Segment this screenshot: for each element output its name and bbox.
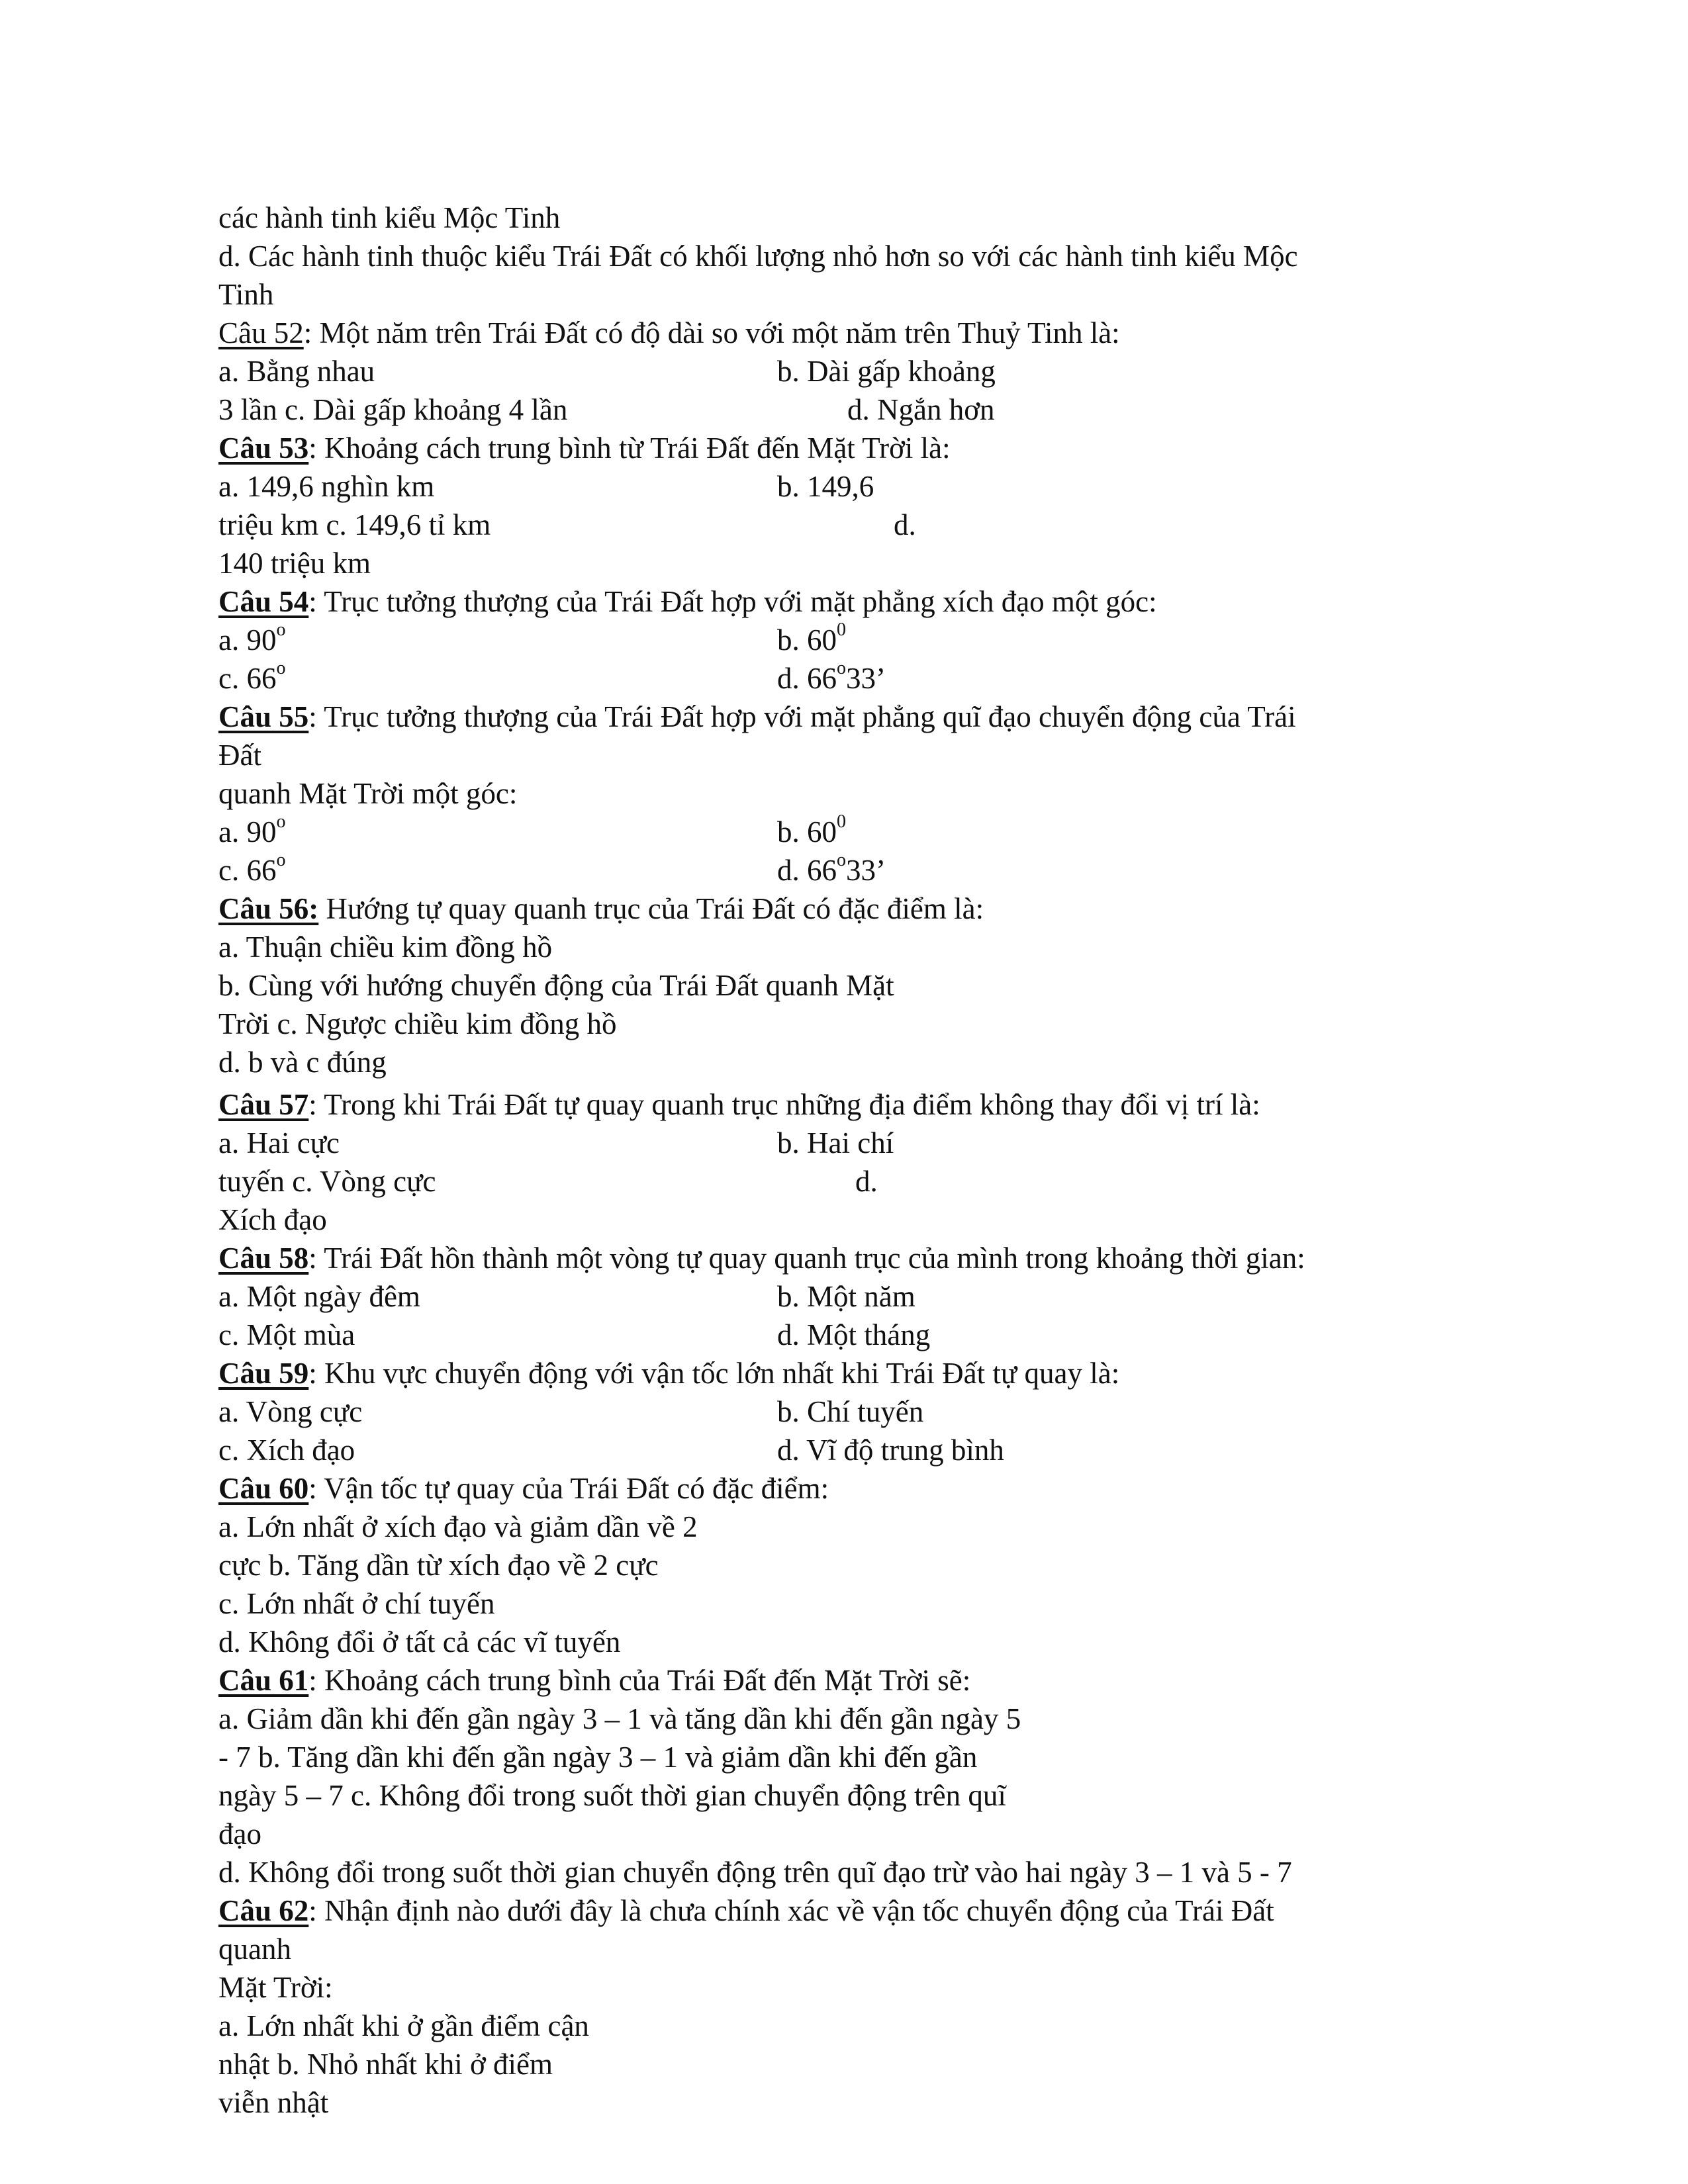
question-label: Câu 57 [218, 1088, 309, 1121]
option-d: d. [855, 1165, 878, 1198]
option-c: c. 66$^o$ [218, 850, 286, 887]
question-label: Câu 58 [218, 1242, 309, 1275]
question-text: : Khoảng cách trung bình từ Trái Đất đến Mặt Trời là: [308, 432, 951, 465]
option-c: tuyến c. Vòng cực [218, 1165, 436, 1198]
text-line: Mặt Trời: [218, 1971, 333, 2004]
question-56 [218, 889, 984, 928]
question-label: Câu 61 [218, 1664, 309, 1697]
option-a: a. Vòng cực [218, 1395, 363, 1428]
option-c: triệu km c. 149,6 tỉ km [218, 508, 491, 541]
question-52 [218, 314, 1120, 352]
option-row [218, 1392, 924, 1431]
option-c: c. Một mùa [218, 1318, 355, 1351]
question-text: : Trục tưởng thượng của Trái Đất hợp với mặt phẳng quĩ đạo chuyển động của Trái [308, 700, 1296, 733]
option-row [218, 506, 916, 544]
option-a: a. Giảm dần khi đến gần ngày 3 – 1 và tăng dần khi đến gần ngày 5 [218, 1702, 1021, 1735]
option-d: d. [894, 508, 916, 541]
question-61 [218, 1661, 970, 1700]
option-b: b. $60^0$ [777, 811, 846, 848]
question-58 [218, 1239, 1305, 1277]
text-line: quanh [218, 1933, 291, 1966]
question-label: Câu 56: [218, 892, 319, 925]
option-d: d. 66$^o$33’ [777, 850, 886, 887]
option-d: d. Vĩ độ trung bình [777, 1433, 1004, 1467]
option-d: d. 66$^o$33’ [777, 658, 886, 695]
question-59 [218, 1354, 1119, 1392]
option-a: a. Bằng nhau [218, 355, 375, 388]
option-b: b. Cùng với hướng chuyển động của Trái Đất quanh Mặt [218, 969, 894, 1002]
option-c: ngày 5 – 7 c. Không đổi trong suốt thời gian chuyển động trên quĩ [218, 1779, 1006, 1812]
option-row [218, 1277, 915, 1316]
option-a: a. 90$^o$ [218, 619, 286, 657]
option-a: a. Hai cực [218, 1126, 340, 1160]
option-a: a. 90$^o$ [218, 811, 286, 848]
question-text: : Nhận định nào dưới đây là chưa chính xác về vận tốc chuyển động của Trái Đất [308, 1894, 1274, 1927]
question-57 [218, 1085, 1260, 1124]
question-62 [218, 1891, 1274, 1930]
question-label: Câu 60 [218, 1472, 309, 1505]
text-line: viễn nhật [218, 2086, 329, 2119]
option-b: cực b. Tăng dần từ xích đạo về 2 cực [218, 1549, 659, 1582]
question-53 [218, 429, 951, 467]
option-b: b. 149,6 [777, 470, 874, 503]
option-row [218, 850, 886, 889]
option-b: nhật b. Nhỏ nhất khi ở điểm [218, 2048, 553, 2081]
text-line: quanh Mặt Trời một góc: [218, 777, 518, 810]
question-label: Câu 54 [218, 585, 309, 618]
option-d: d. Một tháng [777, 1318, 931, 1351]
option-b: b. Một năm [777, 1280, 915, 1313]
question-60 [218, 1469, 829, 1508]
option-b: - 7 b. Tăng dần khi đến gần ngày 3 – 1 và giảm dần khi đến gần [218, 1741, 978, 1774]
option-c: Trời c. Ngược chiều kim đồng hồ [218, 1007, 617, 1040]
option-a: a. Lớn nhất ở xích đạo và giảm dần về 2 [218, 1510, 698, 1543]
option-row [218, 1316, 931, 1354]
text-line: Tinh [218, 278, 274, 311]
option-row [218, 390, 995, 429]
option-row [218, 1124, 894, 1162]
option-row [218, 619, 846, 659]
option-b: b. Dài gấp khoảng [777, 355, 996, 388]
option-row [218, 1162, 878, 1201]
text-line: Xích đạo [218, 1203, 327, 1236]
option-row [218, 811, 846, 851]
question-label: Câu 52 [218, 316, 304, 349]
question-label: Câu 59 [218, 1357, 309, 1390]
option-row [218, 352, 996, 390]
option-b: b. Chí tuyến [777, 1395, 924, 1428]
question-text: : Khu vực chuyển động với vận tốc lớn nhất khi Trái Đất tự quay là: [308, 1357, 1120, 1390]
option-c: c. Xích đạo [218, 1433, 355, 1467]
option-c: 3 lần c. Dài gấp khoảng 4 lần [218, 393, 568, 426]
option-d: d. Không đổi trong suốt thời gian chuyển động trên quĩ đạo trừ vào hai ngày 3 – 1 và 5 - 7 [218, 1856, 1292, 1889]
text-line: Đất [218, 739, 261, 772]
option-d: d. Không đổi ở tất cả các vĩ tuyến [218, 1625, 621, 1659]
question-label: Câu 53 [218, 432, 309, 465]
option-c: c. Lớn nhất ở chí tuyến [218, 1587, 495, 1620]
option-b: b. $60^0$ [777, 619, 846, 657]
option-row [218, 467, 874, 506]
text-line: các hành tinh kiểu Mộc Tinh [218, 201, 561, 234]
option-d: d. Các hành tinh thuộc kiểu Trái Đất có khối lượng nhỏ hơn so với các hành tinh kiểu Mộc [218, 240, 1298, 273]
text-line: 140 triệu km [218, 547, 371, 580]
option-a: a. 149,6 nghìn km [218, 470, 435, 503]
question-label: Câu 62 [218, 1894, 309, 1927]
option-a: a. Một ngày đêm [218, 1280, 420, 1313]
question-text: : Trái Đất hồn thành một vòng tự quay quanh trục của mình trong khoảng thời gian: [308, 1242, 1305, 1275]
option-d: d. Ngắn hơn [847, 393, 995, 426]
option-b: b. Hai chí [777, 1126, 894, 1160]
question-text: : Trong khi Trái Đất tự quay quanh trục những địa điểm không thay đổi vị trí là: [308, 1088, 1260, 1121]
option-a: a. Lớn nhất khi ở gần điểm cận [218, 2009, 589, 2042]
text-line: đạo [218, 1817, 261, 1850]
option-a: a. Thuận chiều kim đồng hồ [218, 931, 553, 964]
question-text: : Trục tưởng thượng của Trái Đất hợp với mặt phẳng xích đạo một góc: [308, 585, 1157, 618]
option-c: c. 66$^o$ [218, 658, 286, 695]
question-label: Câu 55 [218, 700, 309, 733]
question-text: : Một năm trên Trái Đất có độ dài so với một năm trên Thuỷ Tinh là: [303, 316, 1120, 349]
option-row [218, 1431, 1004, 1469]
option-row [218, 658, 886, 698]
question-55 [218, 698, 1296, 736]
question-text: Hướng tự quay quanh trục của Trái Đất có đặc điểm là: [318, 892, 984, 925]
option-d: d. b và c đúng [218, 1046, 387, 1079]
question-54 [218, 582, 1157, 621]
question-text: : Khoảng cách trung bình của Trái Đất đến Mặt Trời sẽ: [308, 1664, 971, 1697]
question-text: : Vận tốc tự quay của Trái Đất có đặc điểm: [308, 1472, 829, 1505]
